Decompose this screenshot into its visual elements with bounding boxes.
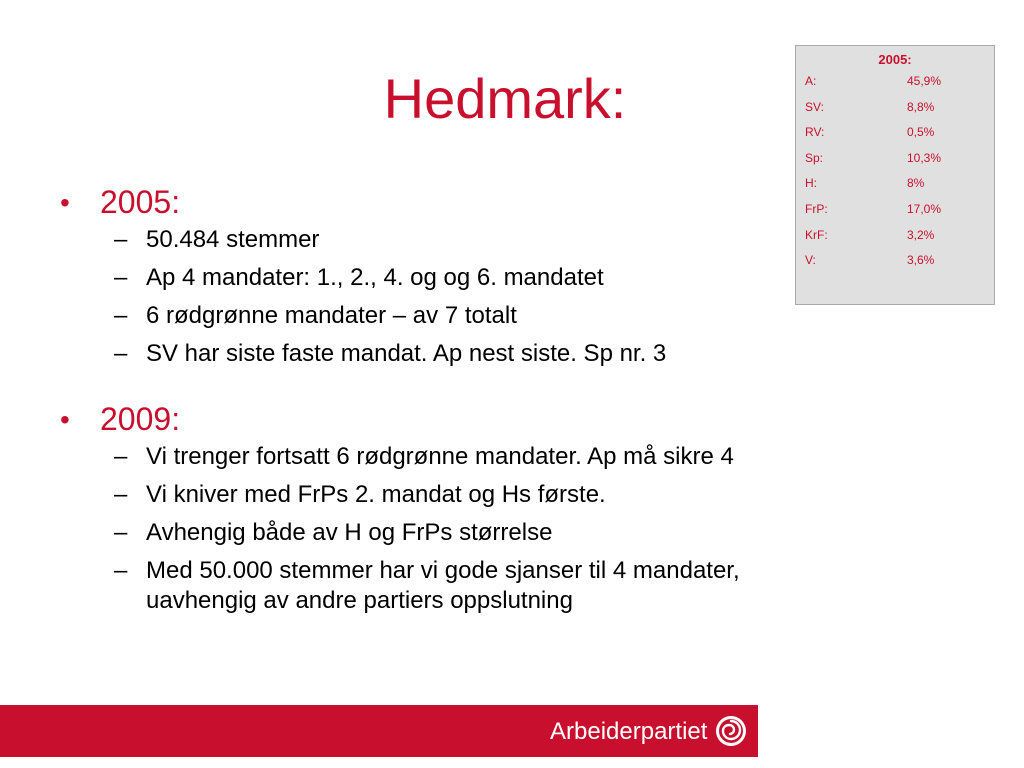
list-item [58,225,858,255]
party-share: 17,0% [907,201,942,216]
party-label: KrF: [805,227,828,242]
list-item [58,480,858,510]
party-label: SV: [805,99,824,114]
list-item [58,442,858,472]
list-item-text: Vi kniver med FrPs 2. mandat og Hs første. [146,481,606,508]
dash-icon: – [114,340,128,367]
party-label: FrP: [805,201,828,216]
results-row [796,124,994,150]
party-share: 3,2% [907,227,935,242]
list-item-text: 6 rødgrønne mandater – av 7 totalt [146,302,517,329]
list-item-text: Med 50.000 stemmer har vi gode sjanser til 4 mandater, [146,557,740,584]
results-heading: 2005: [878,52,912,67]
list-item-text-continued: uavhengig av andre partiers oppslutning [146,587,573,614]
dash-icon: – [114,302,128,329]
party-share: 10,3% [907,150,942,165]
section-heading [58,180,858,225]
section-2005 [58,180,858,369]
brand-name: Arbeiderpartiet [550,718,708,745]
bullet-icon: • [60,404,70,435]
dash-icon: – [114,443,128,470]
party-share: 8% [907,176,925,191]
dash-icon: – [114,264,128,291]
list-item-text: SV har siste faste mandat. Ap nest siste. Sp nr. 3 [146,340,667,367]
list-item-text: Avhengig både av H og FrPs størrelse [146,519,553,546]
section-heading-label: 2009: [100,401,181,437]
results-row [796,99,994,125]
party-share: 0,5% [907,125,935,140]
results-row [796,73,994,99]
party-share: 45,9% [907,74,942,88]
slide-title: Hedmark: [383,67,627,130]
dash-icon: – [114,519,128,546]
dash-icon: – [114,481,128,508]
section-heading [58,397,858,442]
footer-bar [0,705,758,757]
list-item [58,339,858,369]
dash-icon: – [114,557,128,584]
slide-body [58,180,858,624]
dash-icon: – [114,226,128,253]
section-heading-label: 2005: [100,184,181,220]
list-item-text: 50.484 stemmer [146,226,320,253]
results-row [796,150,994,176]
party-label: V: [805,253,816,268]
list-item [58,518,858,548]
party-label: H: [805,176,817,191]
party-share: 8,8% [907,99,935,114]
list-item [58,263,858,293]
list-item-text: Ap 4 mandater: 1., 2., 4. og og 6. mandatet [146,264,604,291]
sub-list [58,442,858,616]
section-2009 [58,397,858,616]
party-label: RV: [805,125,825,140]
party-label: A: [805,74,817,88]
sub-list [58,225,858,369]
party-label: Sp: [805,150,824,165]
list-item-text: Vi trenger fortsatt 6 rødgrønne mandater. Ap må sikre 4 [146,443,734,470]
list-item [58,301,858,331]
rose-icon [714,714,748,748]
party-share: 3,6% [907,253,935,268]
list-item [58,556,858,616]
bullet-icon: • [60,187,70,218]
